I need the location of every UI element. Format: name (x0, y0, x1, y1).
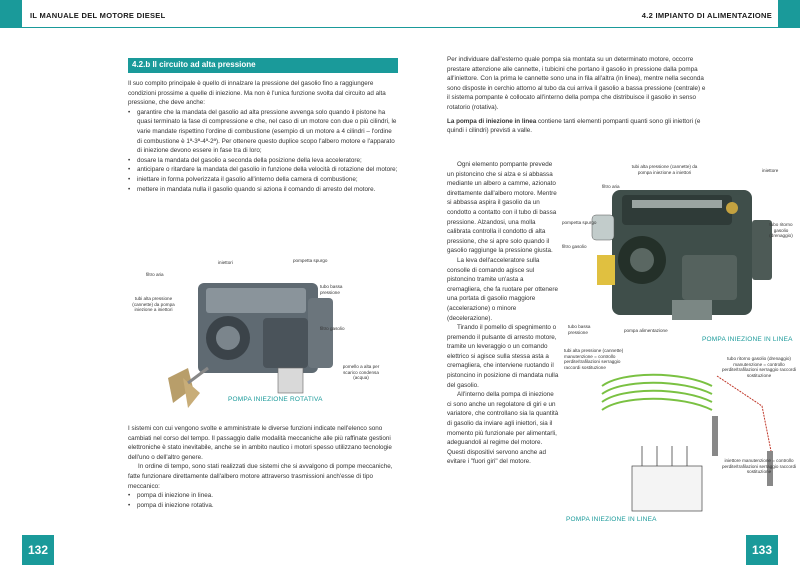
figure-caption-linea-2: POMPA INIEZIONE IN LINEA (566, 516, 657, 523)
label-filtro-aria: filtro aria (146, 272, 164, 277)
paragraph: I sistemi con cui vengono svolte e amministrate le diverse funzioni indicate nell'elenco sono cambiati nel corso del tempo. Il passaggio dalle modalità meccaniche alle più raffinate gestioni elettroniche è stato inevitabile, anche se in ambito nautico i motori spesso utilizzano tecnologie dell'uno o dell'altro genere. (128, 425, 392, 461)
left-header-title: IL MANUALE DEL MOTORE DIESEL (30, 11, 166, 20)
list-item: • garantire che la mandata del gasolio ad alta pressione avvenga solo quando il pistone ha quasi terminato la fase di compressione e che, nel caso di un motore con due o più cilindri, le varie mandate rispettino l'ordine di combustione (esempio di un motore a 4 cilindri – l'ordine di combustione è 1ª-3ª-4ª-2ª). Per ottenere questo duplice scopo l'albero motore e l'apparato di iniezione devono essere in fase tra di loro; (128, 108, 398, 156)
list-item: • anticipare o ritardare la mandata del gasolio in funzione della velocità di rotazione del motore; (128, 165, 398, 175)
paragraph: Per individuare dall'esterno quale pompa sia montata su un determinato motore, occorre prestare attenzione alle cannette, i tubicini che portano il gasolio in pressione dalla pompa all'iniettore. Con la prima le cannette sono una in fila all'altra (in linea), mentre nella seconda sono disposte in cerchio attorno al tubo da cui arriva il gasolio a bassa pressione (centrale) e il sistema pompante è collocato all'interno della pompa che distribuisce il gasolio in senso rotatorio (rotativa). (447, 56, 706, 111)
intro-paragraph: Il suo compito principale è quello di innalzare la pressione del gasolio fino a raggiungere condizioni prossime a quelle di iniezione. Ma non è l'unica funzione svolta dal circuito ad alta pressione, che deve anche: (128, 80, 386, 107)
label-pompa-alim: pompa alimentazione (624, 328, 668, 333)
label-tubi-alta: tubi alta pressione (cannette) da pompa iniezione a iniettori (631, 164, 698, 175)
label-pompetta: pompetta spurgo (562, 220, 597, 225)
figure-caption-linea-1: POMPA INIEZIONE IN LINEA (702, 336, 793, 343)
paragraph: La leva dell'acceleratore sulla consolle di comando agisce sul pistoncino tramite un'asta a cremagliera, che fa ruotare per ottenere una portata di gasolio maggiore (accelerazione) o minore (decelerazione). (447, 256, 558, 322)
inline-pump-engine-figure (562, 160, 800, 345)
right-page (400, 0, 800, 565)
pump-list (128, 491, 398, 510)
page-number-left: 132 (22, 535, 54, 565)
right-text-column (447, 160, 559, 467)
label-iniettore: iniettore (762, 168, 779, 173)
header-tab (778, 0, 800, 28)
label-filtro-gasolio: filtro gasolio (562, 244, 587, 249)
rotary-pump-figure (128, 258, 398, 418)
list-item: • pompa di iniezione in linea. (128, 491, 398, 501)
right-header (400, 0, 800, 28)
label-pomello: pomello a alta per scarico condensa (acqua) (342, 364, 380, 381)
list-item: • pompa di iniezione rotativa. (128, 501, 398, 511)
page-number-right: 133 (746, 535, 778, 565)
list-item: • iniettare in forma polverizzata il gasolio all'interno della camera di combustione; (128, 175, 398, 185)
engine-illustration (128, 258, 398, 418)
label-tubi-alta-maint: tubi alta pressione (cannette) manutenzione = controllo perdite/trafilazioni serraggio raccordi sostituzione (564, 348, 624, 370)
label-tubo-ritorno-maint: tubo ritorno gasolio (drenaggio) manutenzione = controllo perdite/trafilazioni serraggio raccordi sostituzione (721, 356, 797, 378)
right-header-title: 4.2 IMPIANTO DI ALIMENTAZIONE (641, 11, 772, 20)
inline-pump-diagram-figure (562, 346, 800, 536)
paragraph: Ogni elemento pompante prevede un pistoncino che si alza e si abbassa mediante un albero a camme, azionato direttamente dall'albero motore. Mentre si abbassa aspira il gasolio da un condotto a contatto con il tubo di bassa pressione. Alzandosi, una molla calibrata controlla il condotto di alta pressione, che si apre solo quando il gasolio raggiunge la pressione giusta. (447, 161, 557, 255)
paragraph: All'interno della pompa di iniezione ci sono anche un regolatore di giri e un variatore, che controllano sia la quantità di gasolio da inviare agli iniettori, sia il momento più funzionale per alimentarli, adeguandoli al regime del motore. Questi dispositivi servono anche ad evitare i "fuori giri" del motore. (447, 391, 559, 466)
label-tubo-ritorno: tubo ritorno gasolio (drenaggio) (769, 222, 793, 239)
label-filtro-aria: filtro aria (602, 184, 620, 189)
section-heading: 4.2.b Il circuito ad alta pressione (128, 58, 398, 73)
paragraph: Tirando il pomello di spegnimento o premendo il pulsante di arresto motore, tramite un leveraggio o un comando elettrico si agisce sulla stessa asta a cremagliera, che interviene ruotando il pistoncino in posizione di mandata nulla del gasolio. (447, 324, 559, 389)
left-text-bottom (128, 424, 398, 510)
label-tubi-alta: tubi alta pressione (cannette) da pompa iniezione a iniettori (132, 296, 175, 313)
label-pompetta: pompetta spurgo (293, 258, 328, 263)
engine-illustration (562, 160, 800, 345)
label-tubo-bassa: tubo bassa pressione (568, 324, 591, 335)
list-item: • dosare la mandata del gasolio a seconda della posizione della leva acceleratore; (128, 156, 398, 166)
label-filtro-gasolio: filtro gasolio (320, 326, 345, 331)
bold-term: La pompa di iniezione in linea (447, 117, 537, 125)
left-header (0, 0, 400, 28)
function-list (128, 108, 398, 194)
paragraph-inline-pump: La pompa di iniezione in linea contiene tanti elementi pompanti quanti sono gli iniettori (e quindi i cilindri) previsti a valle. (447, 117, 701, 135)
paragraph: In ordine di tempo, sono stati realizzati due sistemi che si avvalgono di pompe meccaniche, fatte funzionare direttamente dall'albero motore attraverso trasmissioni anch'esse di tipo meccanico: (128, 463, 393, 490)
list-item: • mettere in mandata nulla il gasolio quando si aziona il comando di arresto del motore. (128, 185, 398, 195)
label-tubo-bassa: tubo bassa pressione (320, 284, 343, 295)
header-tab (0, 0, 22, 28)
label-iniettori: iniettori (218, 260, 233, 265)
right-text-top (447, 55, 709, 136)
figure-caption-rotativa: POMPA INIEZIONE ROTATIVA (228, 396, 323, 403)
label-iniettore-maint: iniettore manutenzione = controllo perdite/trafilazioni serraggio raccordi sostituzione (721, 458, 797, 475)
left-text-top (128, 79, 398, 194)
